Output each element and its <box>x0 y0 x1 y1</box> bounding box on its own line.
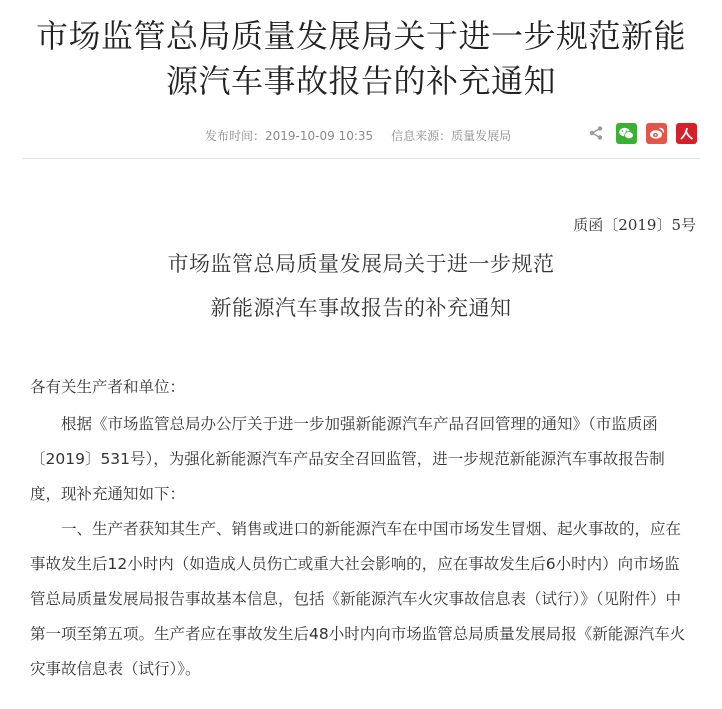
document-body <box>30 407 694 687</box>
header-divider <box>22 158 700 159</box>
body-paragraph: 一、生产者获知其生产、销售或进口的新能源汽车在中国市场发生冒烟、起火事故的，应在事故发生后12小时内（如造成人员伤亡或重大社会影响的，应在事故发生后6小时内）向市场监管总局质量发展局报告事故基本信息，包括《新能源汽车火灾事故信息表（试行）》（见附件）中第一项至第五项。生产者应在事故发生后48小时内向市场监管总局质量发展局报《新能源汽车火灾事故信息表（试行）》。 <box>30 520 686 678</box>
article-title <box>20 14 702 104</box>
article-meta <box>205 127 511 144</box>
publish-time: 发布时间：2019-10-09 10:35 <box>205 129 374 143</box>
document-title-line-1: 市场监管总局质量发展局关于进一步规范 <box>167 252 555 276</box>
people-icon[interactable] <box>676 123 697 144</box>
wechat-icon[interactable] <box>616 123 637 144</box>
article-title-line-2: 源汽车事故报告的补充通知 <box>165 62 556 100</box>
salutation: 各有关生产者和单位： <box>30 378 186 396</box>
article-title-line-1: 市场监管总局质量发展局关于进一步规范新能 <box>35 17 686 55</box>
body-paragraph: 根据《市场监管总局办公厅关于进一步加强新能源汽车产品召回管理的通知》（市监质函〔2019〕531号），为强化新能源汽车产品安全召回监管，进一步规范新能源汽车事故报告制度，现补充通知如下： <box>30 415 665 503</box>
share-icon[interactable] <box>588 125 604 141</box>
weibo-icon[interactable] <box>646 123 667 144</box>
share-bar <box>588 122 706 144</box>
document-title-line-2: 新能源汽车事故报告的补充通知 <box>210 296 512 320</box>
info-source: 信息来源：质量发展局 <box>391 129 512 143</box>
document-number: 质函〔2019〕5号 <box>573 216 696 234</box>
